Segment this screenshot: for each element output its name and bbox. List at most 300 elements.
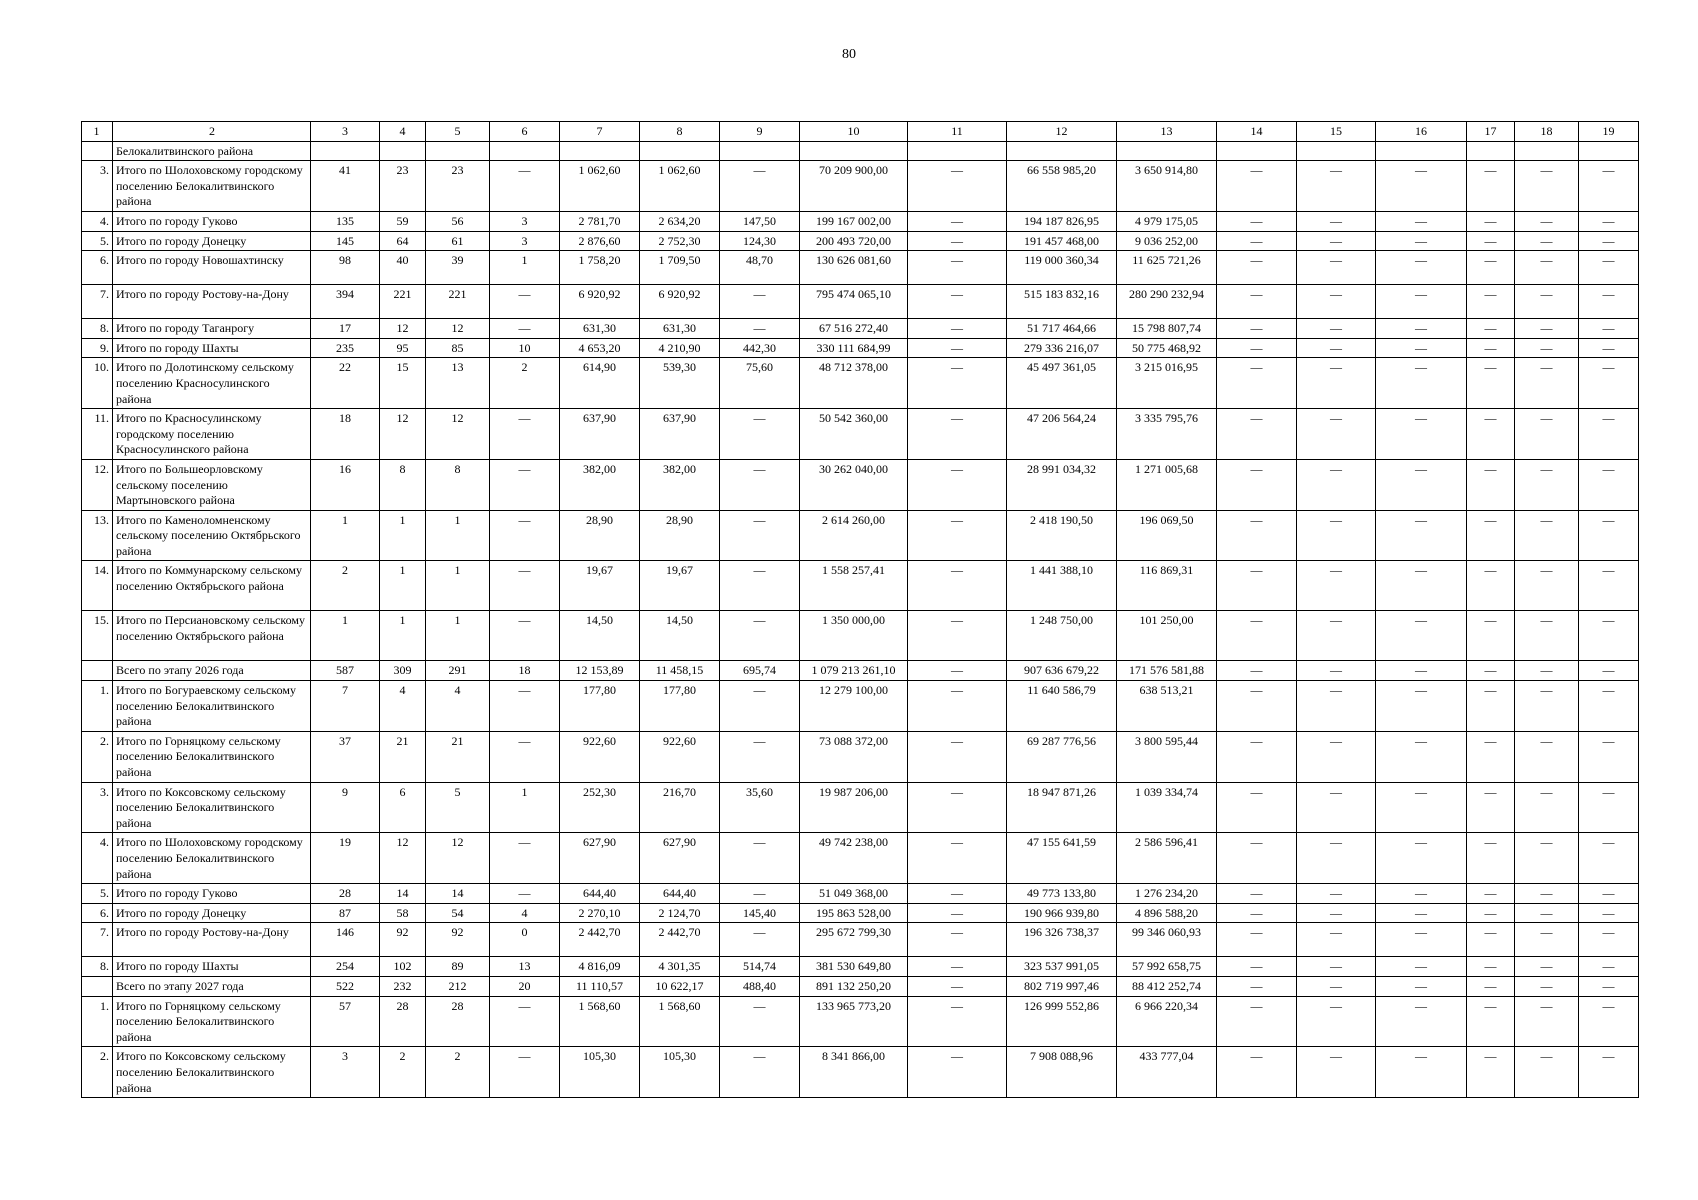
table-cell: 196 326 738,37 xyxy=(1007,923,1117,957)
table-row xyxy=(82,251,1639,285)
row-label: Итого по городу Гуково xyxy=(113,211,311,231)
row-label: Итого по Шолоховскому городскому поселению Белокалитвинского района xyxy=(113,833,311,884)
table-cell: — xyxy=(1579,976,1639,996)
table-cell: 102 xyxy=(380,957,426,977)
table-row xyxy=(82,211,1639,231)
table-cell xyxy=(490,141,560,161)
table-cell: — xyxy=(908,319,1007,339)
row-number: 12. xyxy=(82,459,113,510)
table-cell: 295 672 799,30 xyxy=(800,923,908,957)
table-cell: — xyxy=(1217,161,1297,212)
table-cell: — xyxy=(1579,996,1639,1047)
table-cell: — xyxy=(1297,782,1376,833)
page-number: 80 xyxy=(842,47,856,62)
table-cell: — xyxy=(1297,976,1376,996)
table-cell: 1 xyxy=(311,510,380,561)
table-cell: — xyxy=(720,611,800,661)
table-cell: — xyxy=(1217,731,1297,782)
table-row xyxy=(82,561,1639,611)
table-cell: 92 xyxy=(380,923,426,957)
table-cell xyxy=(380,141,426,161)
table-cell xyxy=(800,141,908,161)
table-cell: 2 614 260,00 xyxy=(800,510,908,561)
table-row xyxy=(82,338,1639,358)
table-cell: — xyxy=(1376,923,1467,957)
table-cell: — xyxy=(908,976,1007,996)
table-cell: 61 xyxy=(426,231,490,251)
table-cell: — xyxy=(1297,996,1376,1047)
table-cell: 12 153,89 xyxy=(560,661,640,681)
table-cell: 177,80 xyxy=(560,681,640,732)
table-cell: 1 xyxy=(426,561,490,611)
table-cell: 1 039 334,74 xyxy=(1117,782,1217,833)
table-cell: 2 442,70 xyxy=(640,923,720,957)
table-cell: 87 xyxy=(311,903,380,923)
table-cell: — xyxy=(1515,161,1579,212)
table-cell: 23 xyxy=(426,161,490,212)
table-cell: 10 xyxy=(490,338,560,358)
table-cell: — xyxy=(1217,251,1297,285)
table-row xyxy=(82,231,1639,251)
table-cell: 13 xyxy=(490,957,560,977)
table-cell: — xyxy=(1376,1047,1467,1098)
table-cell: 92 xyxy=(426,923,490,957)
table-cell: — xyxy=(1467,923,1515,957)
table-cell: — xyxy=(1467,976,1515,996)
table-cell: 1 350 000,00 xyxy=(800,611,908,661)
table-cell: 19,67 xyxy=(640,561,720,611)
table-cell: 5 xyxy=(426,782,490,833)
table-cell: — xyxy=(1376,510,1467,561)
table-cell: 235 xyxy=(311,338,380,358)
table-cell: — xyxy=(908,884,1007,904)
table-cell: — xyxy=(1467,251,1515,285)
table-cell: 28,90 xyxy=(640,510,720,561)
table-row xyxy=(82,319,1639,339)
table-cell: 196 069,50 xyxy=(1117,510,1217,561)
table-cell: 195 863 528,00 xyxy=(800,903,908,923)
table-cell: 14 xyxy=(380,884,426,904)
row-label: Итого по Шолоховскому городскому поселению Белокалитвинского района xyxy=(113,161,311,212)
table-cell xyxy=(1297,141,1376,161)
row-number: 7. xyxy=(82,285,113,319)
table-cell: 145,40 xyxy=(720,903,800,923)
table-cell: 2 752,30 xyxy=(640,231,720,251)
table-cell: 14 xyxy=(426,884,490,904)
table-cell: — xyxy=(1515,731,1579,782)
table-cell: — xyxy=(1376,231,1467,251)
table-cell: 40 xyxy=(380,251,426,285)
table-row xyxy=(82,833,1639,884)
table-cell: — xyxy=(1297,884,1376,904)
table-row xyxy=(82,611,1639,661)
table-cell: 2 xyxy=(380,1047,426,1098)
table-cell: — xyxy=(1467,731,1515,782)
table-cell: 2 270,10 xyxy=(560,903,640,923)
table-cell: 21 xyxy=(426,731,490,782)
table-cell: — xyxy=(908,833,1007,884)
table-cell: 88 412 252,74 xyxy=(1117,976,1217,996)
table-cell: 1 062,60 xyxy=(560,161,640,212)
table-cell: 4 816,09 xyxy=(560,957,640,977)
table-cell: 280 290 232,94 xyxy=(1117,285,1217,319)
table-cell: 51 049 368,00 xyxy=(800,884,908,904)
table-cell xyxy=(1467,141,1515,161)
table-cell: 177,80 xyxy=(640,681,720,732)
table-cell: — xyxy=(1467,661,1515,681)
table-cell: — xyxy=(490,409,560,460)
table-cell: — xyxy=(1297,611,1376,661)
table-cell: 51 717 464,66 xyxy=(1007,319,1117,339)
table-cell: — xyxy=(1297,231,1376,251)
table-cell: — xyxy=(1297,319,1376,339)
table-cell: — xyxy=(908,957,1007,977)
table-cell: 2 xyxy=(490,358,560,409)
row-number xyxy=(82,976,113,996)
table-cell: — xyxy=(1579,731,1639,782)
table-row xyxy=(82,161,1639,212)
table-cell: 23 xyxy=(380,161,426,212)
row-label: Итого по городу Донецку xyxy=(113,231,311,251)
table-cell: 47 206 564,24 xyxy=(1007,409,1117,460)
table-cell: 119 000 360,34 xyxy=(1007,251,1117,285)
row-number: 4. xyxy=(82,833,113,884)
column-number: 1 xyxy=(82,122,113,142)
table-cell: 515 183 832,16 xyxy=(1007,285,1117,319)
table-cell: — xyxy=(1217,285,1297,319)
table-cell: — xyxy=(1579,459,1639,510)
table-cell: — xyxy=(1376,996,1467,1047)
table-cell: 67 516 272,40 xyxy=(800,319,908,339)
column-number: 3 xyxy=(311,122,380,142)
table-cell: 3 xyxy=(311,1047,380,1098)
table-cell: — xyxy=(1376,338,1467,358)
table-cell: 644,40 xyxy=(640,884,720,904)
table-cell: — xyxy=(1467,459,1515,510)
table-cell: — xyxy=(1515,319,1579,339)
table-cell: — xyxy=(490,459,560,510)
table-cell: — xyxy=(1217,903,1297,923)
table-cell: — xyxy=(1579,285,1639,319)
table-cell: 2 418 190,50 xyxy=(1007,510,1117,561)
row-label: Итого по городу Ростову-на-Дону xyxy=(113,285,311,319)
table-cell: — xyxy=(908,358,1007,409)
table-cell: 8 341 866,00 xyxy=(800,1047,908,1098)
table-cell: 75,60 xyxy=(720,358,800,409)
table-cell: 3 xyxy=(490,231,560,251)
table-cell: — xyxy=(1376,884,1467,904)
table-cell: 7 908 088,96 xyxy=(1007,1047,1117,1098)
table-cell: 1 xyxy=(490,782,560,833)
table-cell: 49 742 238,00 xyxy=(800,833,908,884)
table-cell: — xyxy=(1467,285,1515,319)
table-cell: 221 xyxy=(426,285,490,319)
column-number: 8 xyxy=(640,122,720,142)
table-cell: 891 132 250,20 xyxy=(800,976,908,996)
table-cell xyxy=(311,141,380,161)
table-row xyxy=(82,459,1639,510)
table-cell: — xyxy=(490,681,560,732)
table-cell: — xyxy=(1217,319,1297,339)
table-cell: 637,90 xyxy=(560,409,640,460)
data-table xyxy=(81,121,1639,1098)
table-cell: — xyxy=(1217,996,1297,1047)
table-cell: — xyxy=(1515,510,1579,561)
table-cell: — xyxy=(1297,459,1376,510)
table-cell: 4 xyxy=(490,903,560,923)
table-cell: 279 336 216,07 xyxy=(1007,338,1117,358)
row-number: 5. xyxy=(82,884,113,904)
table-cell: 216,70 xyxy=(640,782,720,833)
row-number: 1. xyxy=(82,996,113,1047)
table-cell: 14,50 xyxy=(560,611,640,661)
table-cell: 212 xyxy=(426,976,490,996)
table-cell: — xyxy=(1376,285,1467,319)
table-cell: 64 xyxy=(380,231,426,251)
table-cell: 11 625 721,26 xyxy=(1117,251,1217,285)
table-cell: — xyxy=(908,782,1007,833)
table-cell: 433 777,04 xyxy=(1117,1047,1217,1098)
row-number: 13. xyxy=(82,510,113,561)
table-cell: — xyxy=(1217,681,1297,732)
table-cell: — xyxy=(1467,957,1515,977)
table-cell: 18 xyxy=(311,409,380,460)
table-cell: 12 xyxy=(380,833,426,884)
table-cell: — xyxy=(908,338,1007,358)
column-number: 5 xyxy=(426,122,490,142)
table-cell: 18 947 871,26 xyxy=(1007,782,1117,833)
table-cell: — xyxy=(1579,782,1639,833)
row-number xyxy=(82,661,113,681)
table-cell: — xyxy=(1297,211,1376,231)
table-cell: — xyxy=(490,611,560,661)
row-label: Итого по Коксовскому сельскому поселению Белокалитвинского района xyxy=(113,1047,311,1098)
table-cell: 514,74 xyxy=(720,957,800,977)
table-cell: — xyxy=(1515,996,1579,1047)
column-number: 15 xyxy=(1297,122,1376,142)
table-cell: — xyxy=(1217,1047,1297,1098)
table-cell: 194 187 826,95 xyxy=(1007,211,1117,231)
table-cell: — xyxy=(1515,459,1579,510)
table-cell: 12 xyxy=(426,319,490,339)
table-cell: 105,30 xyxy=(560,1047,640,1098)
table-row xyxy=(82,358,1639,409)
table-cell: 2 442,70 xyxy=(560,923,640,957)
table-cell: 330 111 684,99 xyxy=(800,338,908,358)
table-cell: 57 xyxy=(311,996,380,1047)
table-cell: — xyxy=(1579,161,1639,212)
table-cell: 20 xyxy=(490,976,560,996)
table-cell xyxy=(1117,141,1217,161)
table-cell: 37 xyxy=(311,731,380,782)
table-row xyxy=(82,923,1639,957)
row-number: 7. xyxy=(82,923,113,957)
table-cell: 101 250,00 xyxy=(1117,611,1217,661)
table-cell: 1 xyxy=(380,611,426,661)
row-number: 6. xyxy=(82,251,113,285)
row-label: Итого по городу Гуково xyxy=(113,884,311,904)
table-cell: 381 530 649,80 xyxy=(800,957,908,977)
table-cell: 48 712 378,00 xyxy=(800,358,908,409)
table-cell: 28 xyxy=(426,996,490,1047)
table-cell: — xyxy=(1515,251,1579,285)
table-cell: 2 xyxy=(426,1047,490,1098)
table-cell: 1 709,50 xyxy=(640,251,720,285)
table-cell: 89 xyxy=(426,957,490,977)
table-cell: 39 xyxy=(426,251,490,285)
table-cell: 22 xyxy=(311,358,380,409)
table-cell: — xyxy=(720,731,800,782)
table-cell: 133 965 773,20 xyxy=(800,996,908,1047)
table-cell: 614,90 xyxy=(560,358,640,409)
table-cell: 28,90 xyxy=(560,510,640,561)
table-cell: 2 124,70 xyxy=(640,903,720,923)
table-cell: 6 966 220,34 xyxy=(1117,996,1217,1047)
table-cell: — xyxy=(720,884,800,904)
table-cell: — xyxy=(1376,358,1467,409)
table-cell: — xyxy=(908,231,1007,251)
table-cell: 4 210,90 xyxy=(640,338,720,358)
table-cell: — xyxy=(1579,338,1639,358)
row-label: Итого по городу Новошахтинску xyxy=(113,251,311,285)
table-cell: — xyxy=(1579,611,1639,661)
table-cell: — xyxy=(1376,561,1467,611)
row-label: Итого по Красносулинскому городскому поселению Красносулинского района xyxy=(113,409,311,460)
column-number: 11 xyxy=(908,122,1007,142)
table-cell: — xyxy=(908,681,1007,732)
table-cell: — xyxy=(908,510,1007,561)
table-row xyxy=(82,957,1639,977)
table-cell: — xyxy=(908,459,1007,510)
table-cell: — xyxy=(1297,957,1376,977)
column-number: 2 xyxy=(113,122,311,142)
table-cell: — xyxy=(1297,358,1376,409)
row-label: Итого по Долотинскому сельскому поселению Красносулинского района xyxy=(113,358,311,409)
table-cell: 191 457 468,00 xyxy=(1007,231,1117,251)
table-row xyxy=(82,1047,1639,1098)
table-cell: — xyxy=(490,285,560,319)
table-cell: 1 xyxy=(311,611,380,661)
table-cell: 135 xyxy=(311,211,380,231)
table-cell: — xyxy=(908,903,1007,923)
table-cell: — xyxy=(1467,884,1515,904)
table-cell: — xyxy=(720,561,800,611)
table-cell: 644,40 xyxy=(560,884,640,904)
table-cell: — xyxy=(1217,884,1297,904)
table-cell: 12 xyxy=(426,833,490,884)
table-cell: 56 xyxy=(426,211,490,231)
table-cell xyxy=(426,141,490,161)
table-cell: — xyxy=(1217,211,1297,231)
table-cell: — xyxy=(1297,903,1376,923)
table-cell: 3 335 795,76 xyxy=(1117,409,1217,460)
table-cell: 57 992 658,75 xyxy=(1117,957,1217,977)
row-number: 2. xyxy=(82,1047,113,1098)
table-cell: 73 088 372,00 xyxy=(800,731,908,782)
table-cell: 146 xyxy=(311,923,380,957)
table-cell: 1 xyxy=(490,251,560,285)
table-row xyxy=(82,731,1639,782)
table-cell: — xyxy=(1376,409,1467,460)
table-cell: 2 586 596,41 xyxy=(1117,833,1217,884)
table-cell: 13 xyxy=(426,358,490,409)
table-cell: — xyxy=(1579,833,1639,884)
table-cell: 12 xyxy=(380,319,426,339)
table-cell: 1 xyxy=(380,510,426,561)
table-cell: 8 xyxy=(380,459,426,510)
table-cell: — xyxy=(1579,661,1639,681)
table-cell: 4 301,35 xyxy=(640,957,720,977)
table-cell: — xyxy=(1515,611,1579,661)
row-label: Итого по Богураевскому сельскому поселению Белокалитвинского района xyxy=(113,681,311,732)
table-cell: 199 167 002,00 xyxy=(800,211,908,231)
table-cell: 50 542 360,00 xyxy=(800,409,908,460)
table-cell: 15 xyxy=(380,358,426,409)
table-cell: — xyxy=(1579,510,1639,561)
table-cell: — xyxy=(1467,211,1515,231)
table-cell: 124,30 xyxy=(720,231,800,251)
table-cell: 15 798 807,74 xyxy=(1117,319,1217,339)
table-cell: — xyxy=(1515,338,1579,358)
table-cell: 11 458,15 xyxy=(640,661,720,681)
table-cell: — xyxy=(1467,833,1515,884)
table-cell xyxy=(1376,141,1467,161)
total-row xyxy=(82,976,1639,996)
table-cell: — xyxy=(1515,285,1579,319)
table-cell: 0 xyxy=(490,923,560,957)
row-number: 2. xyxy=(82,731,113,782)
table-cell: — xyxy=(1217,611,1297,661)
table-cell: 1 xyxy=(426,611,490,661)
table-cell: 695,74 xyxy=(720,661,800,681)
table-cell: — xyxy=(1297,923,1376,957)
row-number: 14. xyxy=(82,561,113,611)
column-number: 17 xyxy=(1467,122,1515,142)
table-cell: 116 869,31 xyxy=(1117,561,1217,611)
table-cell: — xyxy=(1579,923,1639,957)
table-cell xyxy=(908,141,1007,161)
table-cell: — xyxy=(908,923,1007,957)
table-cell: — xyxy=(1579,358,1639,409)
table-cell: — xyxy=(490,1047,560,1098)
table-cell: — xyxy=(1217,338,1297,358)
table-cell: 6 920,92 xyxy=(560,285,640,319)
table-cell: — xyxy=(1467,996,1515,1047)
column-number-row xyxy=(82,122,1639,142)
table-cell: — xyxy=(1297,681,1376,732)
table-cell: — xyxy=(1515,561,1579,611)
table-row xyxy=(82,903,1639,923)
table-cell: — xyxy=(1297,251,1376,285)
table-cell: — xyxy=(1297,409,1376,460)
table-cell: 1 276 234,20 xyxy=(1117,884,1217,904)
table-cell: — xyxy=(720,681,800,732)
table-cell: — xyxy=(1217,957,1297,977)
table-cell: 19 xyxy=(311,833,380,884)
table-cell: 631,30 xyxy=(560,319,640,339)
table-cell: — xyxy=(1217,358,1297,409)
table-cell: 922,60 xyxy=(640,731,720,782)
table-cell: — xyxy=(1217,976,1297,996)
table-cell: 70 209 900,00 xyxy=(800,161,908,212)
column-number: 12 xyxy=(1007,122,1117,142)
table-cell: 200 493 720,00 xyxy=(800,231,908,251)
table-cell: 48,70 xyxy=(720,251,800,285)
table-cell: 145 xyxy=(311,231,380,251)
table-cell: — xyxy=(1217,923,1297,957)
table-cell: 3 215 016,95 xyxy=(1117,358,1217,409)
table-cell: — xyxy=(1467,903,1515,923)
